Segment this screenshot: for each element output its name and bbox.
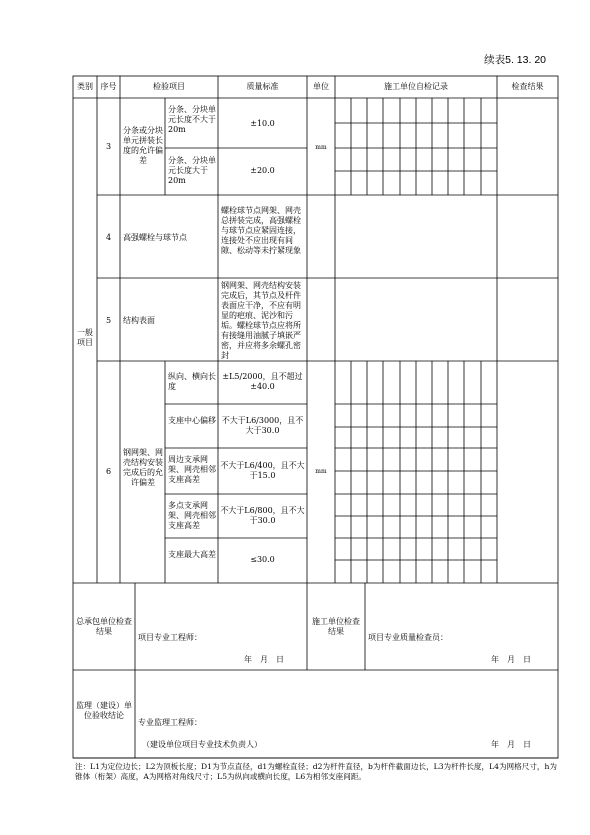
- row-6-sub-name: 纵向、横向长度: [168, 372, 216, 391]
- row-6-sub-std: 不大于L6/800，且不大于30.0: [220, 506, 305, 525]
- row-3-std1: ±10.0: [250, 119, 275, 128]
- col-header-unit: 单位: [313, 82, 329, 91]
- supervision-conclusion-label: 监理（建设）单位验收结论: [76, 701, 132, 720]
- row-6-sub-name: 支座最大高差: [168, 550, 216, 559]
- row-6-item: 钢网架、网壳结构安装完成后的允许偏差: [123, 448, 163, 487]
- col-header-record: 施工单位自检记录: [384, 82, 448, 91]
- col-header-result: 检查结果: [511, 82, 544, 91]
- row-3-sub2: 分条、分块单元长度大于20m: [168, 156, 216, 185]
- construction-check-label: 施工单位检查结果: [312, 617, 360, 636]
- row-6-sub-name: 支座中心偏移: [168, 416, 216, 425]
- row-5-number: 5: [105, 316, 112, 325]
- row-4-item: 高强螺栓与球节点: [123, 233, 187, 242]
- contractor-date: 年 月 日: [244, 655, 284, 664]
- contractor-check-label: 总承包单位检查结果: [76, 617, 132, 636]
- row-4-standard: 螺栓球节点网架、网壳总拼装完成，高强螺栓与球节点应紧固连接，连接处不应出现有间隙、松动等未拧紧现象: [221, 206, 301, 255]
- row-6-unit: mm: [315, 468, 327, 475]
- row-4-number: 4: [105, 233, 112, 242]
- owner-technical-lead-label: （建设单位项目专业技术负责人）: [142, 740, 262, 749]
- row-6-sub-std: 不大于L6/400，且不大于15.0: [220, 461, 305, 480]
- col-header-item: 检验项目: [153, 82, 185, 91]
- construction-inspector-label: 项目专业质量检查员：: [368, 633, 448, 642]
- row-5-item: 结构表面: [123, 316, 155, 325]
- row-6-sub-name: 多点支承网架、网壳相邻支座高差: [168, 501, 216, 530]
- row-3-sub1: 分条、分块单元长度不大于20m: [168, 105, 216, 134]
- construction-date: 年 月 日: [491, 655, 531, 664]
- contractor-engineer-label: 项目专业工程师：: [138, 633, 202, 642]
- category-general-items: 一般项目: [77, 328, 93, 347]
- row-5-standard: 钢网架、网壳结构安装完成后，其节点及杆件表面应干净，不应有明显的疤痕、泥沙和污垢。螺栓球节点应将所有接缝用油腻子填嵌严密，并应将多余螺孔密封: [221, 281, 301, 360]
- continued-table-label: 续表5. 13. 20: [484, 54, 546, 66]
- row-3-std2: ±20.0: [250, 166, 275, 175]
- row-6-sub-name: 周边支承网架、网壳相邻支座高差: [168, 455, 216, 484]
- row-3-number: 3: [105, 142, 112, 151]
- table-note: 注：L1为定位边长；L2为顶板长度；D1为节点直径，d1为螺栓直径；d2为杆件直径，b为杆件截面边长，L3为杆件长度，L4为网格尺寸，h为锥体（桁架）高度，A为网格对角线尺寸；L5为纵向或横向长度，L6为相邻支座间距。: [75, 762, 558, 781]
- row-6-sub-std: ±L5/2000，且不超过±40.0: [222, 372, 303, 391]
- row-6-sub-std: 不大于L6/3000，且不大于30.0: [221, 416, 304, 435]
- row-3-unit: mm: [315, 144, 327, 151]
- row-6-number: 6: [105, 467, 112, 476]
- row-6-sub-std: ≤30.0: [250, 555, 275, 564]
- supervision-engineer-label: 专业监理工程师：: [138, 718, 202, 727]
- col-header-seq: 序号: [100, 82, 117, 91]
- supervision-date: 年 月 日: [491, 740, 531, 749]
- col-header-category: 类别: [77, 82, 93, 91]
- col-header-standard: 质量标准: [246, 82, 279, 91]
- row-3-item: 分条或分块单元拼装长度的允许偏差: [123, 126, 163, 165]
